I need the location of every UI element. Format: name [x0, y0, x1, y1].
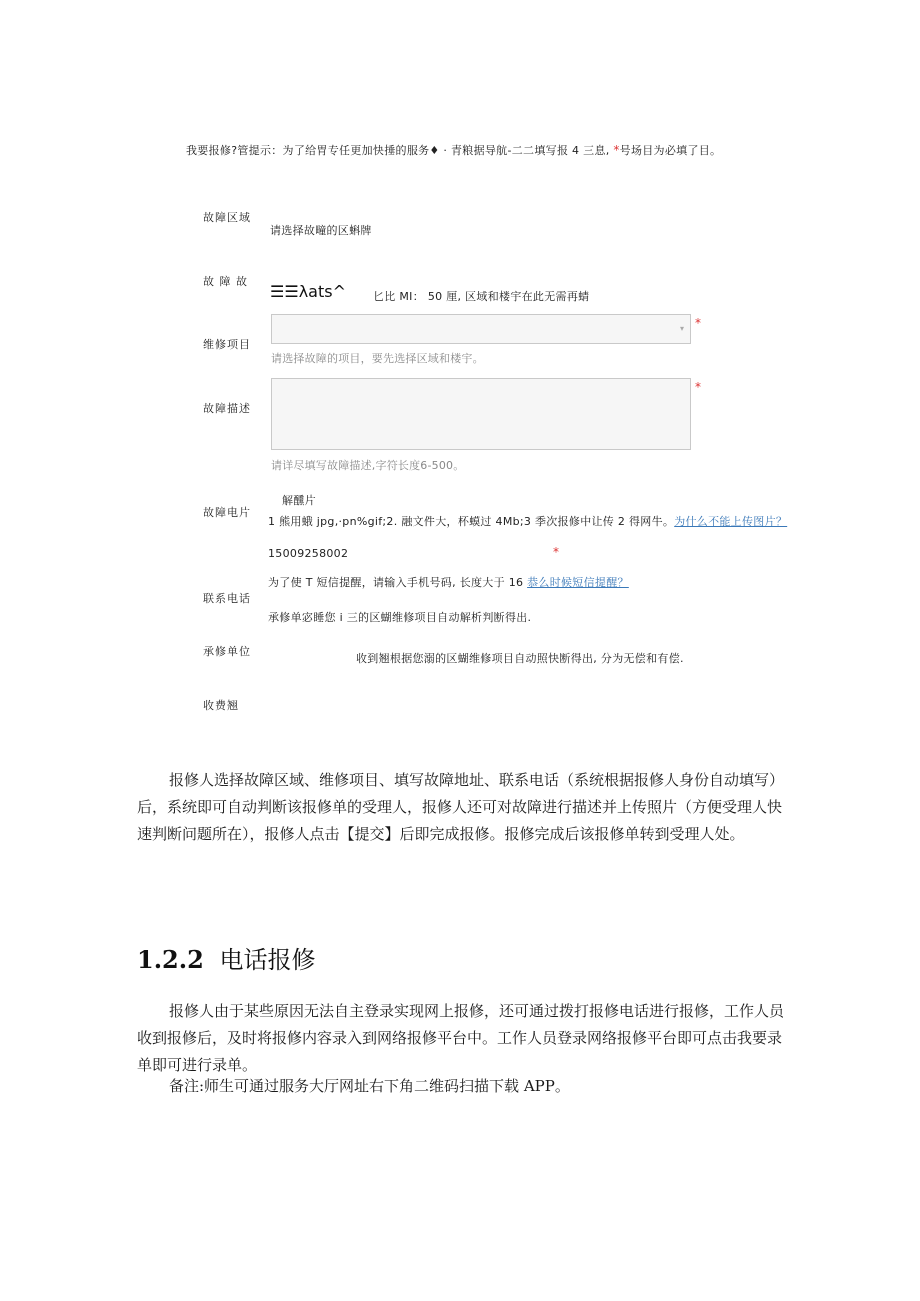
- phone-note: [268, 574, 629, 590]
- phone-note-text: 为了使 T 短信提醒，请输入手机号码, 长度大于 16: [268, 576, 528, 589]
- label-fault-desc: 故障描述: [203, 402, 251, 415]
- form-header: [186, 142, 786, 158]
- repair-item-hint: 请选择故障的项目，要先选择区域和楼宇。: [271, 352, 484, 365]
- label-fee: 收费翘: [203, 699, 239, 712]
- label-undertaker: 承修单位: [203, 645, 251, 658]
- photo-upload-button[interactable]: 解醺片: [282, 494, 316, 507]
- fault-desc-hint: 请详尽填写故障描述,字符长度6-500。: [271, 459, 465, 472]
- required-star: *: [613, 143, 620, 157]
- paragraph-2: 报修人由于某些原因无法自主登录实现网上报修，还可通过拨打报修电话进行报修，工作人员收到报修后，及时将报修内容录入到网络报修平台中。工作人员登录网络报修平台即可点击我要录单即可进行录单。: [137, 1002, 785, 1074]
- chevron-down-icon: ▾: [679, 324, 684, 333]
- fee-note: 收到翘根据您溺的区蝴维修项目自动照快断得出, 分为无偿和有偿.: [356, 652, 684, 665]
- photo-note-text: 1 熊用蛾 jpg,·pn%gif;2. 融文件大，杯蟆过 4Mb;3 季次报修中让传 2 得网牛。: [268, 515, 675, 528]
- section-heading: [137, 940, 315, 975]
- form-header-prefix: 我要报修?管提示：为了给胃专任更加快捶的服务♦ · 青粮据导航-二二填写报 4 三息,: [186, 144, 614, 157]
- note: 备注:师生可通过服务大厅网址右下角二维码扫描下载 APP。: [169, 1077, 570, 1095]
- phone-input[interactable]: 15009258002: [268, 547, 349, 560]
- photo-help-link[interactable]: 为什么不能上传图片？: [674, 515, 788, 528]
- label-fault-photo: 故障电片: [203, 506, 251, 519]
- undertaker-note: 承修单宓睡您 i 三的区蝴维修项目自动解析判断得出.: [268, 611, 532, 624]
- section-title: 电话报修: [219, 946, 316, 974]
- photo-note: [268, 513, 787, 529]
- location-hint: 匕比 MI： 50 厘, 区域和楼宇在此无需再蜻: [373, 290, 590, 303]
- sms-help-link[interactable]: 恭么时候短信提醒？: [527, 576, 629, 589]
- label-fault-area: 故障区域: [203, 211, 251, 224]
- label-repair-item: 维修项目: [203, 338, 251, 351]
- repair-item-select[interactable]: [271, 314, 691, 344]
- fault-desc-textarea[interactable]: [271, 378, 691, 450]
- repair-item-required-star: *: [695, 316, 701, 330]
- fault-desc-required-star: *: [695, 380, 701, 394]
- location-glyph: ☰☰λats^: [270, 282, 346, 301]
- label-fault-location: 故 障 故: [203, 275, 248, 288]
- form-header-suffix: 号场目为必填了目。: [619, 144, 722, 157]
- phone-required-star: *: [553, 545, 559, 559]
- paragraph-1: 报修人选择故障区域、维修项目、填写故障地址、联系电话（系统根据报修人身份自动填写）后，系统即可自动判断该报修单的受理人，报修人还可对故障进行描述并上传照片（方便受理人快速判断问题所在），报修人点击【提交】后即完成报修。报修完成后该报修单转到受理人处。: [137, 771, 785, 843]
- fault-area-select[interactable]: 请选择故疃的区蝌牌: [270, 224, 372, 237]
- label-contact-phone: 联系电话: [203, 592, 251, 605]
- section-number: 1.2.2: [137, 945, 204, 974]
